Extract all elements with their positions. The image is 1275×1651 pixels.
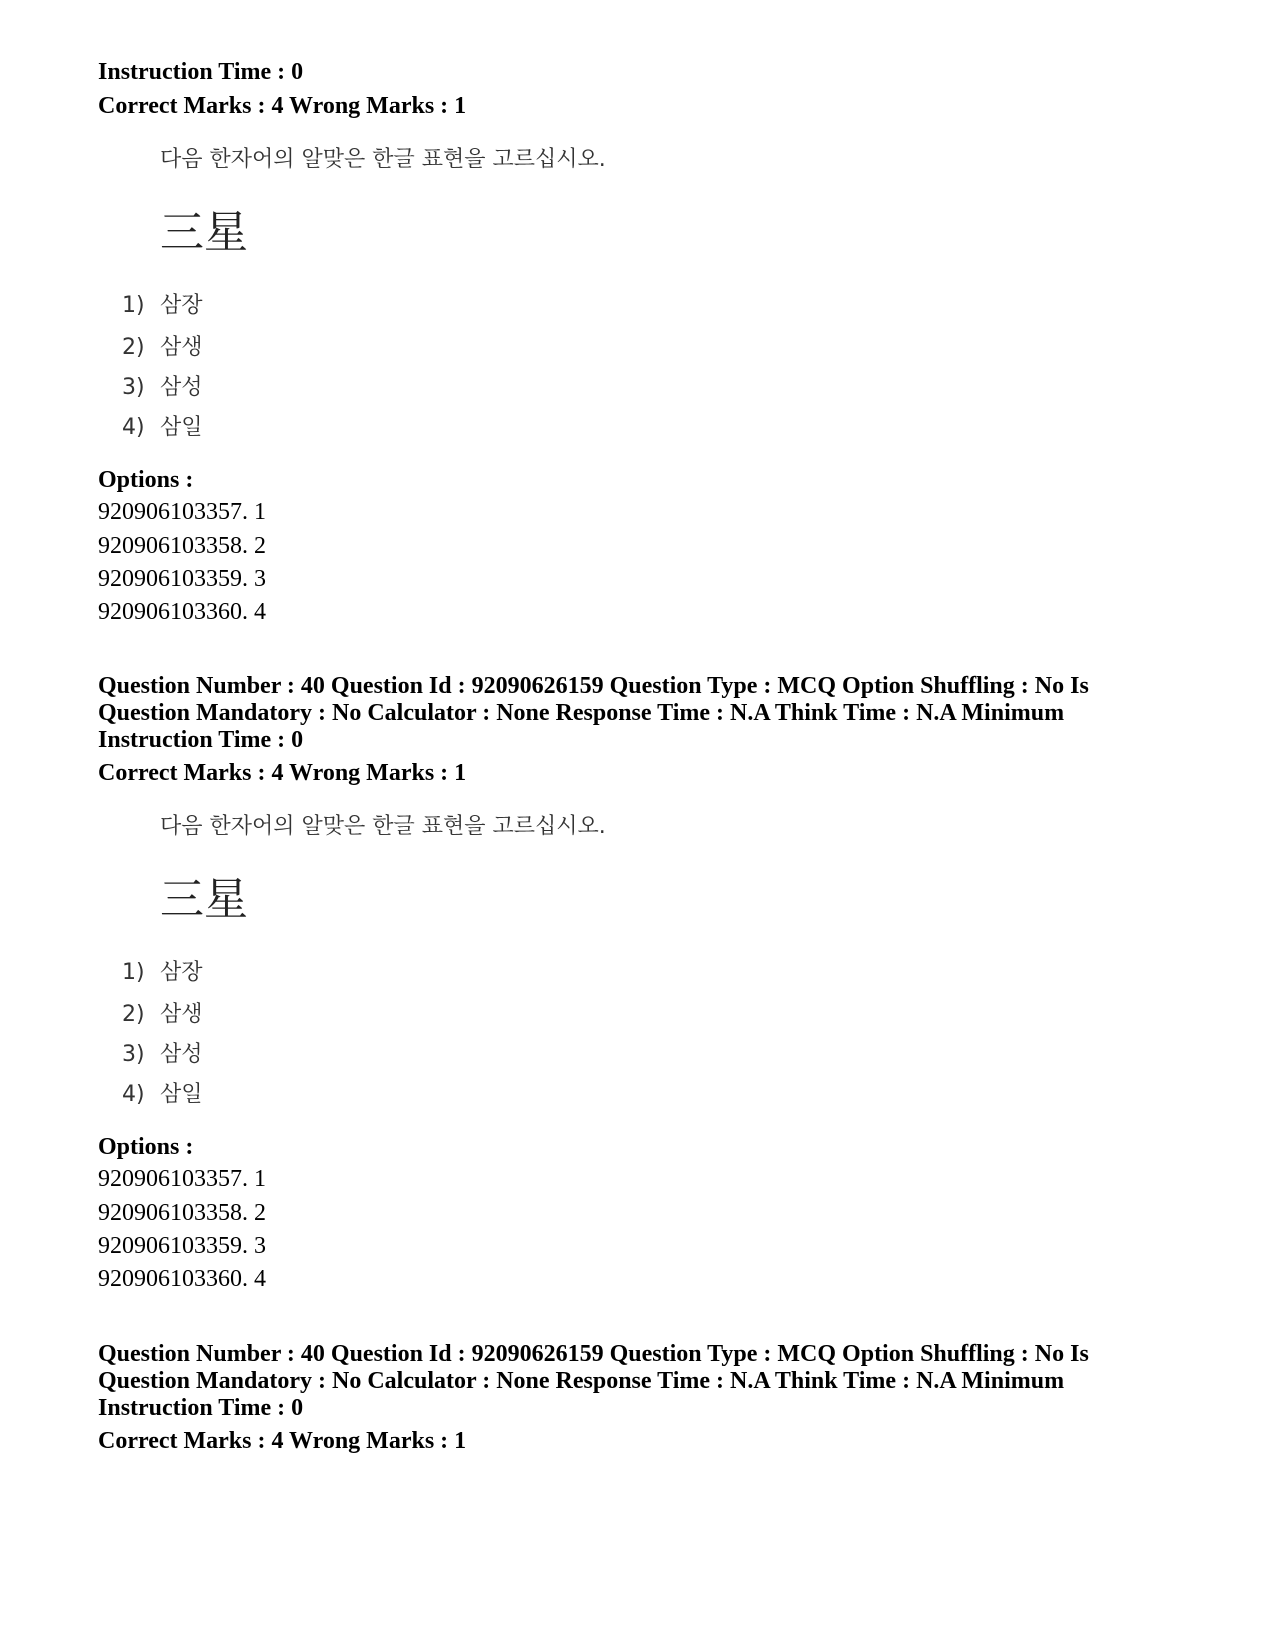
choice-text: 삼생 [160, 1002, 203, 1027]
question-header-line: Question Number : 40 Question Id : 92090626159 Question Type : MCQ Option Shuffling : No Is [98, 673, 1089, 699]
answer-choice [122, 959, 203, 987]
option-line: 920906103358. 2 [98, 533, 266, 559]
option-line: 920906103359. 3 [98, 1233, 266, 1259]
answer-choice [122, 1041, 203, 1069]
choice-text: 삼일 [160, 415, 203, 440]
choice-text: 삼성 [160, 375, 203, 400]
choice-text: 삼장 [160, 293, 203, 318]
marks-line: Correct Marks : 4 Wrong Marks : 1 [98, 1428, 467, 1454]
option-line: 920906103357. 1 [98, 1166, 266, 1192]
option-line: 920906103358. 2 [98, 1200, 266, 1226]
options-label: Options : [98, 1134, 194, 1160]
option-line: 920906103359. 3 [98, 566, 266, 592]
question-header-line: Question Mandatory : No Calculator : None Response Time : N.A Think Time : N.A Minimum [98, 1368, 1065, 1394]
option-line: 920906103357. 1 [98, 499, 266, 525]
choice-text: 삼생 [160, 335, 203, 360]
answer-choice [122, 1081, 203, 1109]
question-prompt: 다음 한자어의 알맞은 한글 표현을 고르십시오. [160, 147, 606, 172]
option-line: 920906103360. 4 [98, 599, 266, 625]
answer-choice [122, 292, 203, 320]
choice-number: 3) [122, 375, 145, 400]
instruction-time: Instruction Time : 0 [98, 727, 304, 753]
choice-text: 삼장 [160, 960, 203, 985]
question-header-line: Question Mandatory : No Calculator : None Response Time : N.A Think Time : N.A Minimum [98, 700, 1065, 726]
question-header-line: Question Number : 40 Question Id : 92090626159 Question Type : MCQ Option Shuffling : No Is [98, 1341, 1089, 1367]
instruction-time: Instruction Time : 0 [98, 59, 304, 85]
choice-number: 3) [122, 1042, 145, 1067]
options-label: Options : [98, 467, 194, 493]
answer-choice [122, 1001, 203, 1029]
marks-line: Correct Marks : 4 Wrong Marks : 1 [98, 760, 467, 786]
choice-text: 삼성 [160, 1042, 203, 1067]
question-hanja: 三星 [160, 874, 248, 925]
choice-number: 2) [122, 1002, 145, 1027]
answer-choice [122, 414, 203, 442]
choice-number: 1) [122, 293, 145, 318]
choice-number: 4) [122, 1082, 145, 1107]
answer-choice [122, 374, 203, 402]
question-prompt: 다음 한자어의 알맞은 한글 표현을 고르십시오. [160, 814, 606, 839]
instruction-time: Instruction Time : 0 [98, 1395, 304, 1421]
question-hanja: 三星 [160, 207, 248, 258]
choice-number: 2) [122, 335, 145, 360]
choice-number: 4) [122, 415, 145, 440]
answer-choice [122, 334, 203, 362]
choice-text: 삼일 [160, 1082, 203, 1107]
marks-line: Correct Marks : 4 Wrong Marks : 1 [98, 93, 467, 119]
option-line: 920906103360. 4 [98, 1266, 266, 1292]
choice-number: 1) [122, 960, 145, 985]
